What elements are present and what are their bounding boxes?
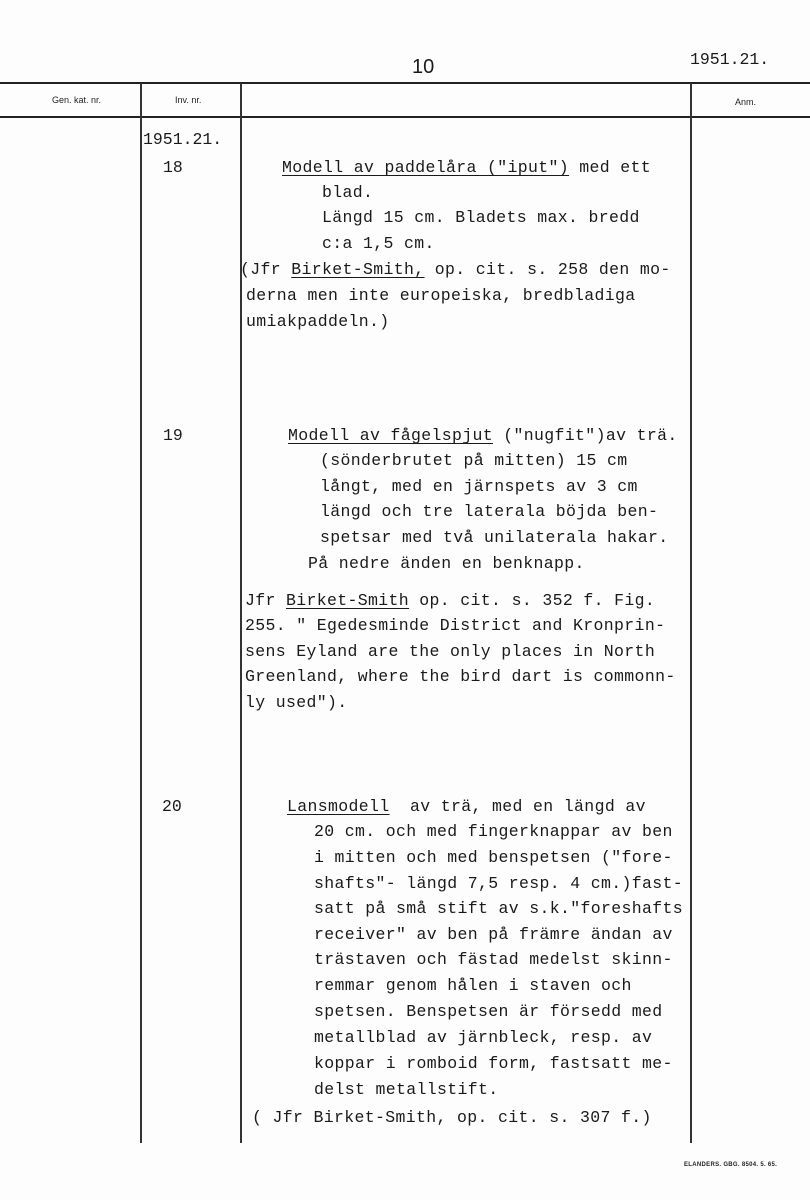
entry-line: 20 cm. och med fingerknappar av ben	[314, 822, 673, 841]
header-gen-kat: Gen. kat. nr.	[52, 95, 102, 105]
entry-line: längd och tre laterala böjda ben-	[320, 502, 659, 521]
entry-line: trästaven och fästad medelst skinn-	[314, 950, 673, 969]
entry-line: långt, med en järnspets av 3 cm	[320, 477, 638, 496]
entry-line: i mitten och med benspetsen ("fore-	[314, 848, 673, 867]
entry-line: sens Eyland are the only places in North	[245, 642, 656, 661]
entry-line: receiver" av ben på främre ändan av	[314, 925, 673, 944]
entry-line: shafts"- längd 7,5 resp. 4 cm.)fast-	[314, 874, 684, 893]
entry-line: delst metallstift.	[314, 1080, 499, 1099]
inv-number: 19	[163, 426, 183, 445]
entry-line: Modell av fågelspjut ("nugfit")av trä.	[288, 426, 678, 445]
printer-mark: ELANDERS. GBG. 8504. 5. 65.	[684, 1162, 778, 1168]
entry-line: spetsen. Benspetsen är försedd med	[314, 1002, 663, 1021]
entry-line: koppar i romboid form, fastsatt me-	[314, 1054, 673, 1073]
entry-line: Greenland, where the bird dart is commonn-	[245, 667, 676, 686]
entry-title: Modell av fågelspjut	[288, 426, 494, 445]
entry-line: umiakpaddeln.)	[246, 312, 390, 331]
reference-author: Birket-Smith	[286, 591, 410, 610]
entry-line: ( Jfr Birket-Smith, op. cit. s. 307 f.)	[252, 1108, 652, 1127]
column-divider	[240, 83, 242, 1143]
entry-title: Lansmodell	[287, 797, 390, 816]
entry-line: remmar genom hålen i staven och	[314, 976, 632, 995]
header-bottom-rule	[0, 116, 810, 118]
entry-line: (Jfr Birket-Smith, op. cit. s. 258 den mo-	[240, 260, 671, 279]
entry-line: spetsar med två unilaterala hakar.	[320, 528, 669, 547]
entry-line: (sönderbrutet på mitten) 15 cm	[320, 451, 628, 470]
entry-line: c:a 1,5 cm.	[322, 234, 435, 253]
inv-number: 18	[163, 158, 183, 177]
page-number: 10	[412, 56, 435, 78]
entry-line: satt på små stift av s.k."foreshafts	[314, 899, 684, 918]
entry-title: Modell av paddelåra ("iput")	[282, 158, 570, 177]
column-divider	[140, 83, 142, 1143]
header-anm: Anm.	[735, 97, 757, 107]
entry-line: metallblad av järnbleck, resp. av	[314, 1028, 653, 1047]
entry-line: Lansmodell av trä, med en längd av	[287, 797, 646, 816]
table-top-rule	[0, 82, 810, 84]
entry-line: Modell av paddelåra ("iput") med ett	[282, 158, 652, 177]
inv-prefix: 1951.21.	[143, 130, 223, 149]
header-inv: Inv. nr.	[175, 95, 202, 105]
column-divider	[690, 83, 692, 1143]
entry-line: 255. " Egedesminde District and Kronprin-	[245, 616, 666, 635]
entry-line: På nedre änden en benknapp.	[308, 554, 585, 573]
entry-line: Jfr Birket-Smith op. cit. s. 352 f. Fig.	[245, 591, 656, 610]
entry-line: derna men inte europeiska, bredbladiga	[246, 286, 636, 305]
reference-author: Birket-Smith,	[291, 260, 425, 279]
inv-number: 20	[162, 797, 182, 816]
entry-line: ly used").	[245, 693, 348, 712]
entry-line: Längd 15 cm. Bladets max. bredd	[322, 208, 640, 227]
entry-line: blad.	[322, 183, 374, 202]
catalog-number: 1951.21.	[690, 50, 770, 69]
